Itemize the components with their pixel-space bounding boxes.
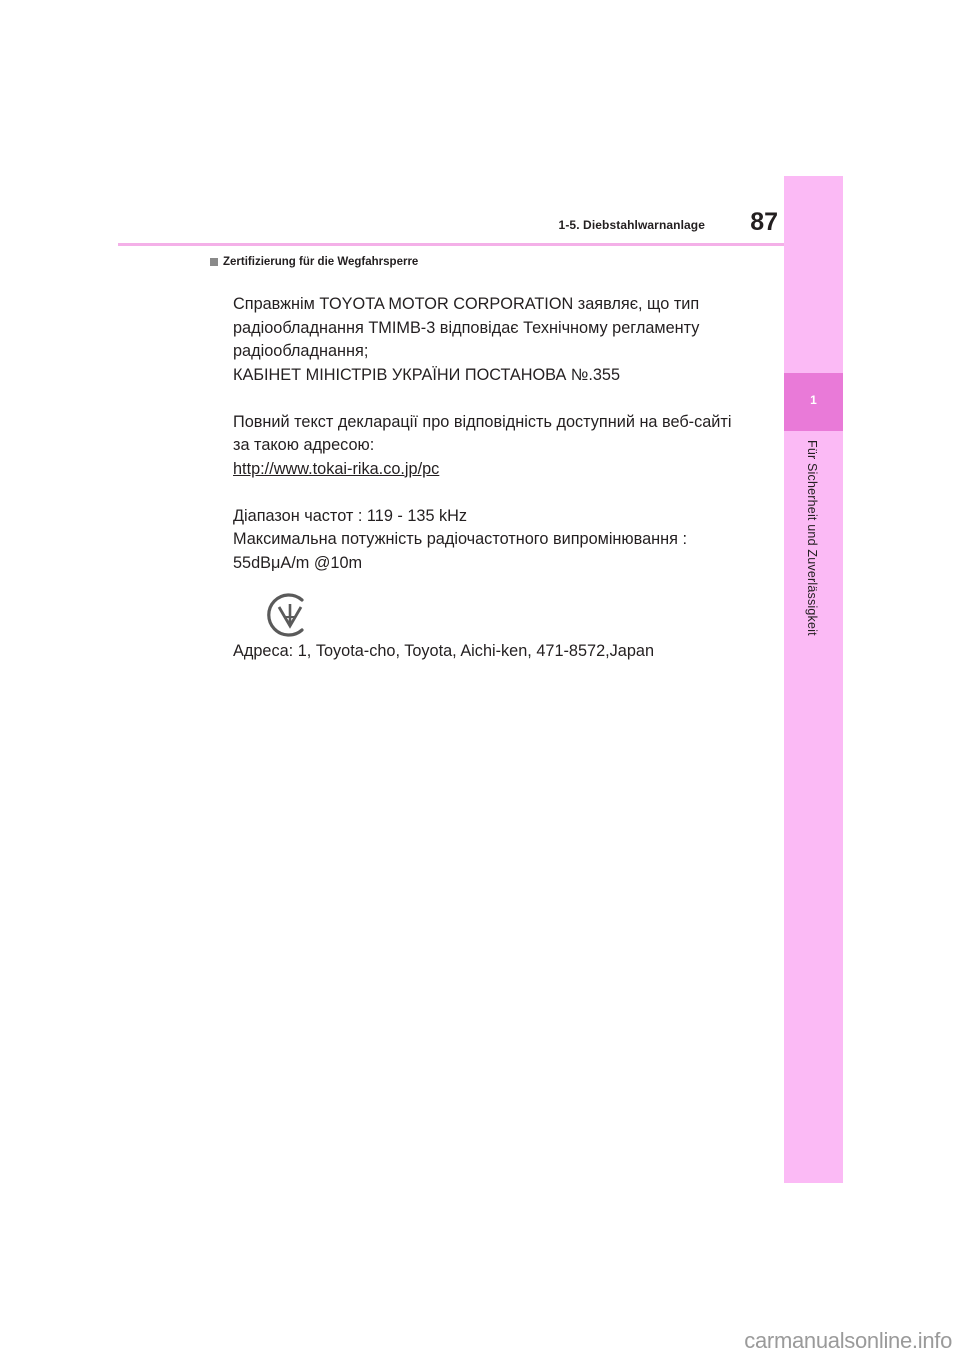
ukraine-conformity-mark-icon bbox=[265, 590, 315, 640]
square-bullet-icon bbox=[210, 258, 218, 266]
site-watermark: carmanualsonline.info bbox=[744, 1328, 952, 1353]
body-line: радіообладнання; bbox=[233, 342, 369, 360]
side-tab bbox=[784, 176, 843, 1183]
body-line: Справжнім TOYOTA MOTOR CORPORATION заявляє, що тип bbox=[233, 295, 700, 313]
chapter-title-wrap bbox=[784, 440, 843, 670]
chapter-title: Für Sicherheit und Zuverlässigkeit bbox=[805, 440, 819, 636]
declaration-link[interactable]: http://www.tokai-rika.co.jp/pc bbox=[233, 459, 440, 478]
spacer bbox=[233, 481, 773, 505]
spacer bbox=[233, 387, 773, 411]
body-line: Максимальна потужність радіочастотного випромінювання : bbox=[233, 530, 688, 548]
body-line: Діапазон частот : 119 - 135 kHz bbox=[233, 506, 468, 525]
section-heading-text: Zertifizierung für die Wegfahrsperre bbox=[223, 256, 419, 268]
body-line: Повний текст декларації про відповідність доступний на веб-сайті bbox=[233, 412, 732, 431]
body-line: КАБІНЕТ МІНІСТРІВ УКРАЇНИ ПОСТАНОВА №.355 bbox=[233, 365, 621, 384]
manufacturer-address: Адреса: 1, Toyota-cho, Toyota, Aichi-ken, 471-8572,Japan bbox=[233, 642, 655, 660]
declaration-body bbox=[233, 293, 773, 664]
body-line: радіообладнання TMIMB-3 відповідає Технічному регламенту bbox=[233, 318, 700, 337]
chapter-number: 1 bbox=[810, 393, 817, 407]
page-number: 87 bbox=[750, 208, 778, 236]
section-title: 1-5. Diebstahlwarnanlage bbox=[558, 218, 705, 232]
body-line: за такою адресою: bbox=[233, 436, 375, 454]
section-heading bbox=[210, 256, 418, 268]
body-line: 55dBμA/m @10m bbox=[233, 553, 363, 572]
header-rule bbox=[118, 243, 784, 246]
